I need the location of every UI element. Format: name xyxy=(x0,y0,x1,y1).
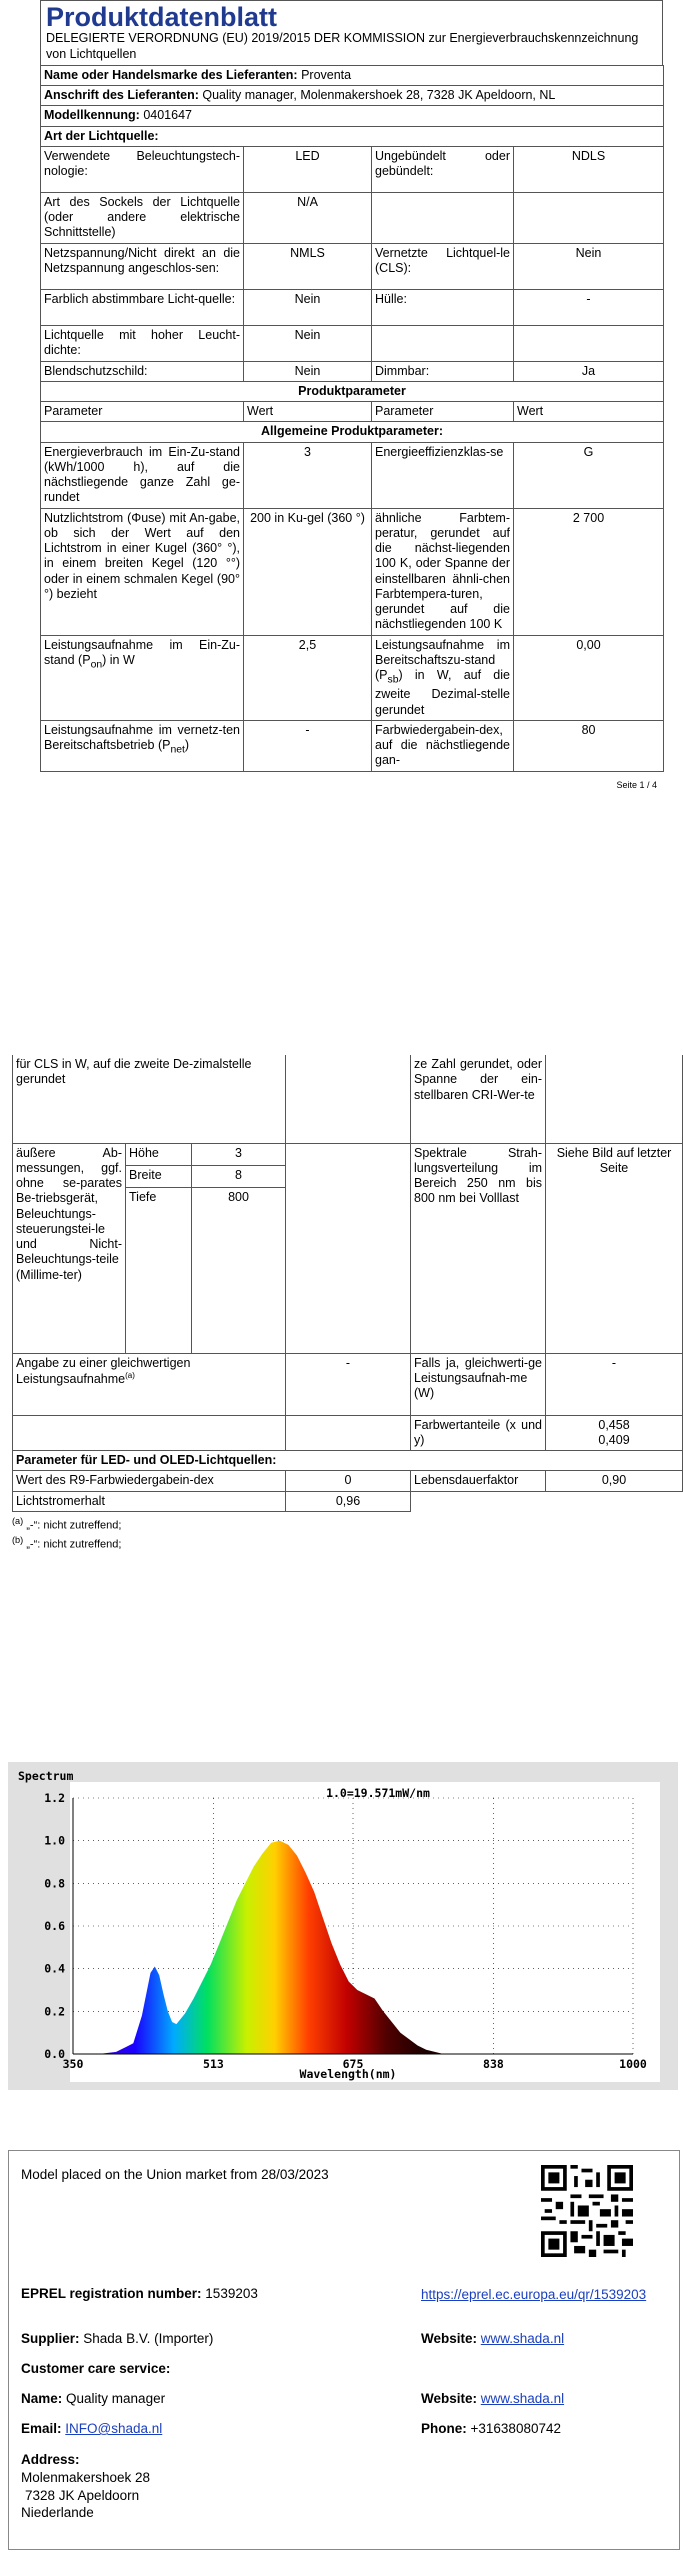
power-net-sub: net xyxy=(170,744,185,756)
address-value: Quality manager, Molenmakershoek 28, 7328 JK Apeldoorn, NL xyxy=(202,88,556,103)
param-label: Farbwertanteile (x und y) xyxy=(411,1415,546,1451)
care-label: Customer care service: xyxy=(21,2361,171,2376)
type-value: NMLS xyxy=(244,243,372,289)
power-sb-post: ) in W, auf die zweite Dezimal-stelle gerundet xyxy=(375,668,510,717)
type-label: Hülle: xyxy=(372,289,514,325)
name-line xyxy=(21,2391,165,2406)
dim-value: 8 xyxy=(192,1165,286,1187)
page-2 xyxy=(12,1055,682,1551)
email-link[interactable]: INFO@shada.nl xyxy=(65,2421,163,2436)
footnote xyxy=(12,1535,682,1551)
footnote-ref: (a) xyxy=(125,1370,135,1380)
chart-title: Spectrum xyxy=(18,1769,74,1783)
trade-name-value: Proventa xyxy=(301,67,352,82)
type-label: Netzspannung/Nicht direkt an die Netzspannung angeschlos-sen: xyxy=(41,243,244,289)
params-header: Produktparameter xyxy=(41,381,664,401)
type-label: Lichtquelle mit hoher Leucht-dichte: xyxy=(41,325,244,361)
footnote-text: „-“: nicht zutreffend; xyxy=(26,1519,122,1532)
power-net-post: ) xyxy=(184,738,190,753)
param-value: 2,5 xyxy=(244,635,372,720)
param-value: - xyxy=(286,1353,411,1415)
website2-line xyxy=(421,2391,564,2406)
page-title: Produktdatenblatt xyxy=(46,2,278,32)
param-label xyxy=(372,635,514,720)
spectrum-chart xyxy=(8,1762,678,2090)
power-net-pre: Leistungsaufnahme im vernetz-ten Bereitschaftsbetrieb (P xyxy=(44,722,240,753)
addr-line: Niederlande xyxy=(21,2505,94,2521)
model-value: 0401647 xyxy=(143,108,192,123)
website-label: Website: xyxy=(421,2331,478,2346)
power-on-pre: Leistungsaufnahme im Ein-Zu-stand (P xyxy=(44,637,240,667)
phone-label: Phone: xyxy=(421,2421,467,2436)
param-value: 2 700 xyxy=(514,508,664,635)
regulation-text: DELEGIERTE VERORDNUNG (EU) 2019/2015 DER KOMMISSION zur Energieverbrauchskennzeichnung von Lichtquellen xyxy=(46,31,639,61)
market-date: Model placed on the Union market from 28/03/2023 xyxy=(21,2167,329,2182)
spectrum-panel xyxy=(8,1762,678,2090)
website2-label: Website: xyxy=(421,2391,478,2406)
param-label: ze Zahl gerundet, oder Spanne der ein-stellbaren CRI-Wer-te xyxy=(411,1055,546,1143)
param-label: Wert des R9-Farbwiedergabein-dex xyxy=(13,1471,286,1491)
supplier-line xyxy=(21,2331,213,2346)
type-label: Dimmbar: xyxy=(372,361,514,381)
dim-label: Höhe xyxy=(126,1143,192,1165)
address-row xyxy=(41,86,664,106)
supplier-label: Supplier: xyxy=(21,2331,80,2346)
type-value xyxy=(514,192,664,243)
email-label: Email: xyxy=(21,2421,62,2436)
param-value: 0,90 xyxy=(546,1471,683,1491)
page-1 xyxy=(40,0,663,790)
website-link[interactable]: www.shada.nl xyxy=(480,2331,565,2346)
param-label xyxy=(13,1353,286,1415)
col-param: Parameter xyxy=(372,402,514,422)
power-sb-pre: Leistungsaufnahme im Bereitschaftszu-stand (P xyxy=(375,637,510,683)
param-label xyxy=(41,720,244,771)
param-value: G xyxy=(514,442,664,508)
type-value: Nein xyxy=(244,361,372,381)
col-param: Parameter xyxy=(41,402,244,422)
param-label xyxy=(41,635,244,720)
type-label: Vernetzte Lichtquel-le (CLS): xyxy=(372,243,514,289)
page-number: Seite 1 / 4 xyxy=(616,779,657,790)
col-value: Wert xyxy=(244,402,372,422)
chart-scale: 1.0=19.571mW/nm xyxy=(326,1786,430,1800)
name-value: Quality manager xyxy=(66,2391,166,2406)
dim-value: 3 xyxy=(192,1143,286,1165)
param-value: Siehe Bild auf letzter Seite xyxy=(546,1143,683,1353)
trade-name-label: Name oder Handelsmarke des Lieferanten: xyxy=(44,67,298,82)
param-label: Energieverbrauch im Ein-Zu-stand (kWh/1000 h), auf die nächstliegende ganze Zahl ge-rundet xyxy=(41,442,244,508)
param-label: für CLS in W, auf die zweite De-zimalstelle gerundet xyxy=(13,1055,286,1143)
eprel-number: 1539203 xyxy=(205,2286,258,2301)
param-table-continued xyxy=(12,1055,683,1512)
dims-label: äußere Ab-messungen, ggf. ohne se-parates Be-triebsgerät, Beleuchtungs-steuerungstei-le und Nicht-Beleuchtungs-teile (Millime-ter) xyxy=(13,1143,126,1353)
chroma-y: 0,409 xyxy=(598,1432,630,1447)
param-label: Energieeffizienzklas-se xyxy=(372,442,514,508)
addr-line: Molenmakershoek 28 xyxy=(21,2469,151,2485)
type-label: Blendschutzschild: xyxy=(41,361,244,381)
type-label: Art des Sockels der Lichtquelle (oder andere elektrische Schnittstelle) xyxy=(41,192,244,243)
dim-label: Breite xyxy=(126,1165,192,1187)
phone-line xyxy=(421,2421,561,2436)
type-value: Nein xyxy=(244,325,372,361)
type-value: Nein xyxy=(514,243,664,289)
dim-value: 800 xyxy=(192,1187,286,1353)
x-tick-label: 838 xyxy=(483,2057,504,2071)
type-label: Verwendete Beleuchtungstech-nologie: xyxy=(41,146,244,192)
param-value: - xyxy=(546,1353,683,1415)
model-label: Modellkennung: xyxy=(44,108,140,123)
y-tick-label: 0.4 xyxy=(44,1961,65,1976)
eprel-line xyxy=(21,2286,258,2301)
led-header: Parameter für LED- und OLED-Lichtquellen: xyxy=(13,1451,683,1471)
param-value: - xyxy=(244,720,372,771)
param-value: 0,00 xyxy=(514,635,664,720)
param-label: Lichtstromerhalt xyxy=(13,1491,286,1511)
x-tick-label: 513 xyxy=(203,2057,224,2071)
email-line xyxy=(21,2421,162,2436)
power-on-sub: on xyxy=(90,659,103,671)
col-value: Wert xyxy=(514,402,664,422)
param-label: Spektrale Strah-lungsverteilung im Bereich 250 nm bis 800 nm bei Volllast xyxy=(411,1143,546,1353)
general-header: Allgemeine Produktparameter: xyxy=(41,422,664,442)
address-label: Anschrift des Lieferanten: xyxy=(44,88,199,103)
trade-name-row xyxy=(41,65,664,85)
param-label: Lebensdauerfaktor xyxy=(411,1471,546,1491)
type-value: NDLS xyxy=(514,146,664,192)
param-label: Nutzlichtstrom (Φuse) mit An-gabe, ob sich der Wert auf den Lichtstrom in einer Kugel (360° °), in einem breiten Kegel (120 °°) oder in einem schmalen Kegel (90° °) bezieht xyxy=(41,508,244,635)
param-label: Farbwiedergabein-dex, auf die nächstliegende gan- xyxy=(372,720,514,771)
param-value xyxy=(546,1415,683,1451)
param-label: ähnliche Farbtem-peratur, gerundet auf die nächst-liegenden 100 K, oder Spanne der einstellbaren ähnli-chen Farbtempera-turen, gerundet auf die nächstliegenden 100 K xyxy=(372,508,514,635)
param-value: 0,96 xyxy=(286,1491,411,1511)
param-label: Falls ja, gleichwerti-ge Leistungsaufnah-me (W) xyxy=(411,1353,546,1415)
power-on-post: ) in W xyxy=(102,652,135,667)
dim-label: Tiefe xyxy=(126,1187,192,1353)
type-label: Ungebündelt oder gebündelt: xyxy=(372,146,514,192)
addr-line: 7328 JK Apeldoorn xyxy=(25,2487,140,2503)
chroma-x: 0,458 xyxy=(598,1417,630,1432)
supplier-value: Shada B.V. (Importer) xyxy=(83,2331,214,2346)
type-label xyxy=(372,325,514,361)
address-block xyxy=(21,2451,150,2522)
type-value: Ja xyxy=(514,361,664,381)
type-value: - xyxy=(514,289,664,325)
eprel-link[interactable]: https://eprel.ec.europa.eu/qr/1539203 xyxy=(421,2287,647,2302)
website2-link[interactable]: www.shada.nl xyxy=(480,2391,565,2406)
type-value: Nein xyxy=(244,289,372,325)
qr-code-icon xyxy=(541,2165,633,2257)
x-tick-label: 1000 xyxy=(619,2057,647,2071)
y-tick-label: 0.8 xyxy=(44,1876,65,1891)
supplier-table xyxy=(40,65,664,772)
footnote-text: „-“: nicht zutreffend; xyxy=(26,1539,122,1552)
param-value: 80 xyxy=(514,720,664,771)
type-header: Art der Lichtquelle: xyxy=(41,126,664,146)
param-value: 200 in Ku-gel (360 °) xyxy=(244,508,372,635)
footnote-mark: (b) xyxy=(12,1535,24,1546)
phone-value: +31638080742 xyxy=(470,2421,561,2436)
name-label: Name: xyxy=(21,2391,63,2406)
eprel-label: EPREL registration number: xyxy=(21,2286,202,2301)
y-tick-label: 1.2 xyxy=(44,1791,65,1805)
website-line xyxy=(421,2331,564,2346)
x-axis-label: Wavelength(nm) xyxy=(299,2067,397,2081)
y-tick-label: 0.6 xyxy=(44,1919,65,1933)
power-sb-sub: sb xyxy=(387,674,399,686)
type-value: LED xyxy=(244,146,372,192)
type-label xyxy=(372,192,514,243)
param-value: 3 xyxy=(244,442,372,508)
addr-label: Address: xyxy=(21,2452,80,2467)
footnote-mark: (a) xyxy=(12,1515,24,1526)
x-tick-label: 675 xyxy=(342,2057,364,2071)
type-label: Farblich abstimmbare Licht-quelle: xyxy=(41,289,244,325)
x-tick-label: 350 xyxy=(62,2057,84,2071)
y-tick-label: 1.0 xyxy=(44,1833,65,1848)
equiv-label: Angabe zu einer gleichwertigen Leistungsaufnahme xyxy=(16,1355,191,1386)
eprel-box xyxy=(8,2150,680,2550)
footnote xyxy=(12,1516,682,1532)
model-row xyxy=(41,106,664,126)
y-tick-label: 0.0 xyxy=(44,2047,65,2061)
y-tick-label: 0.2 xyxy=(44,2004,65,2019)
param-value: 0 xyxy=(286,1471,411,1491)
type-value xyxy=(514,325,664,361)
type-value: N/A xyxy=(244,192,372,243)
